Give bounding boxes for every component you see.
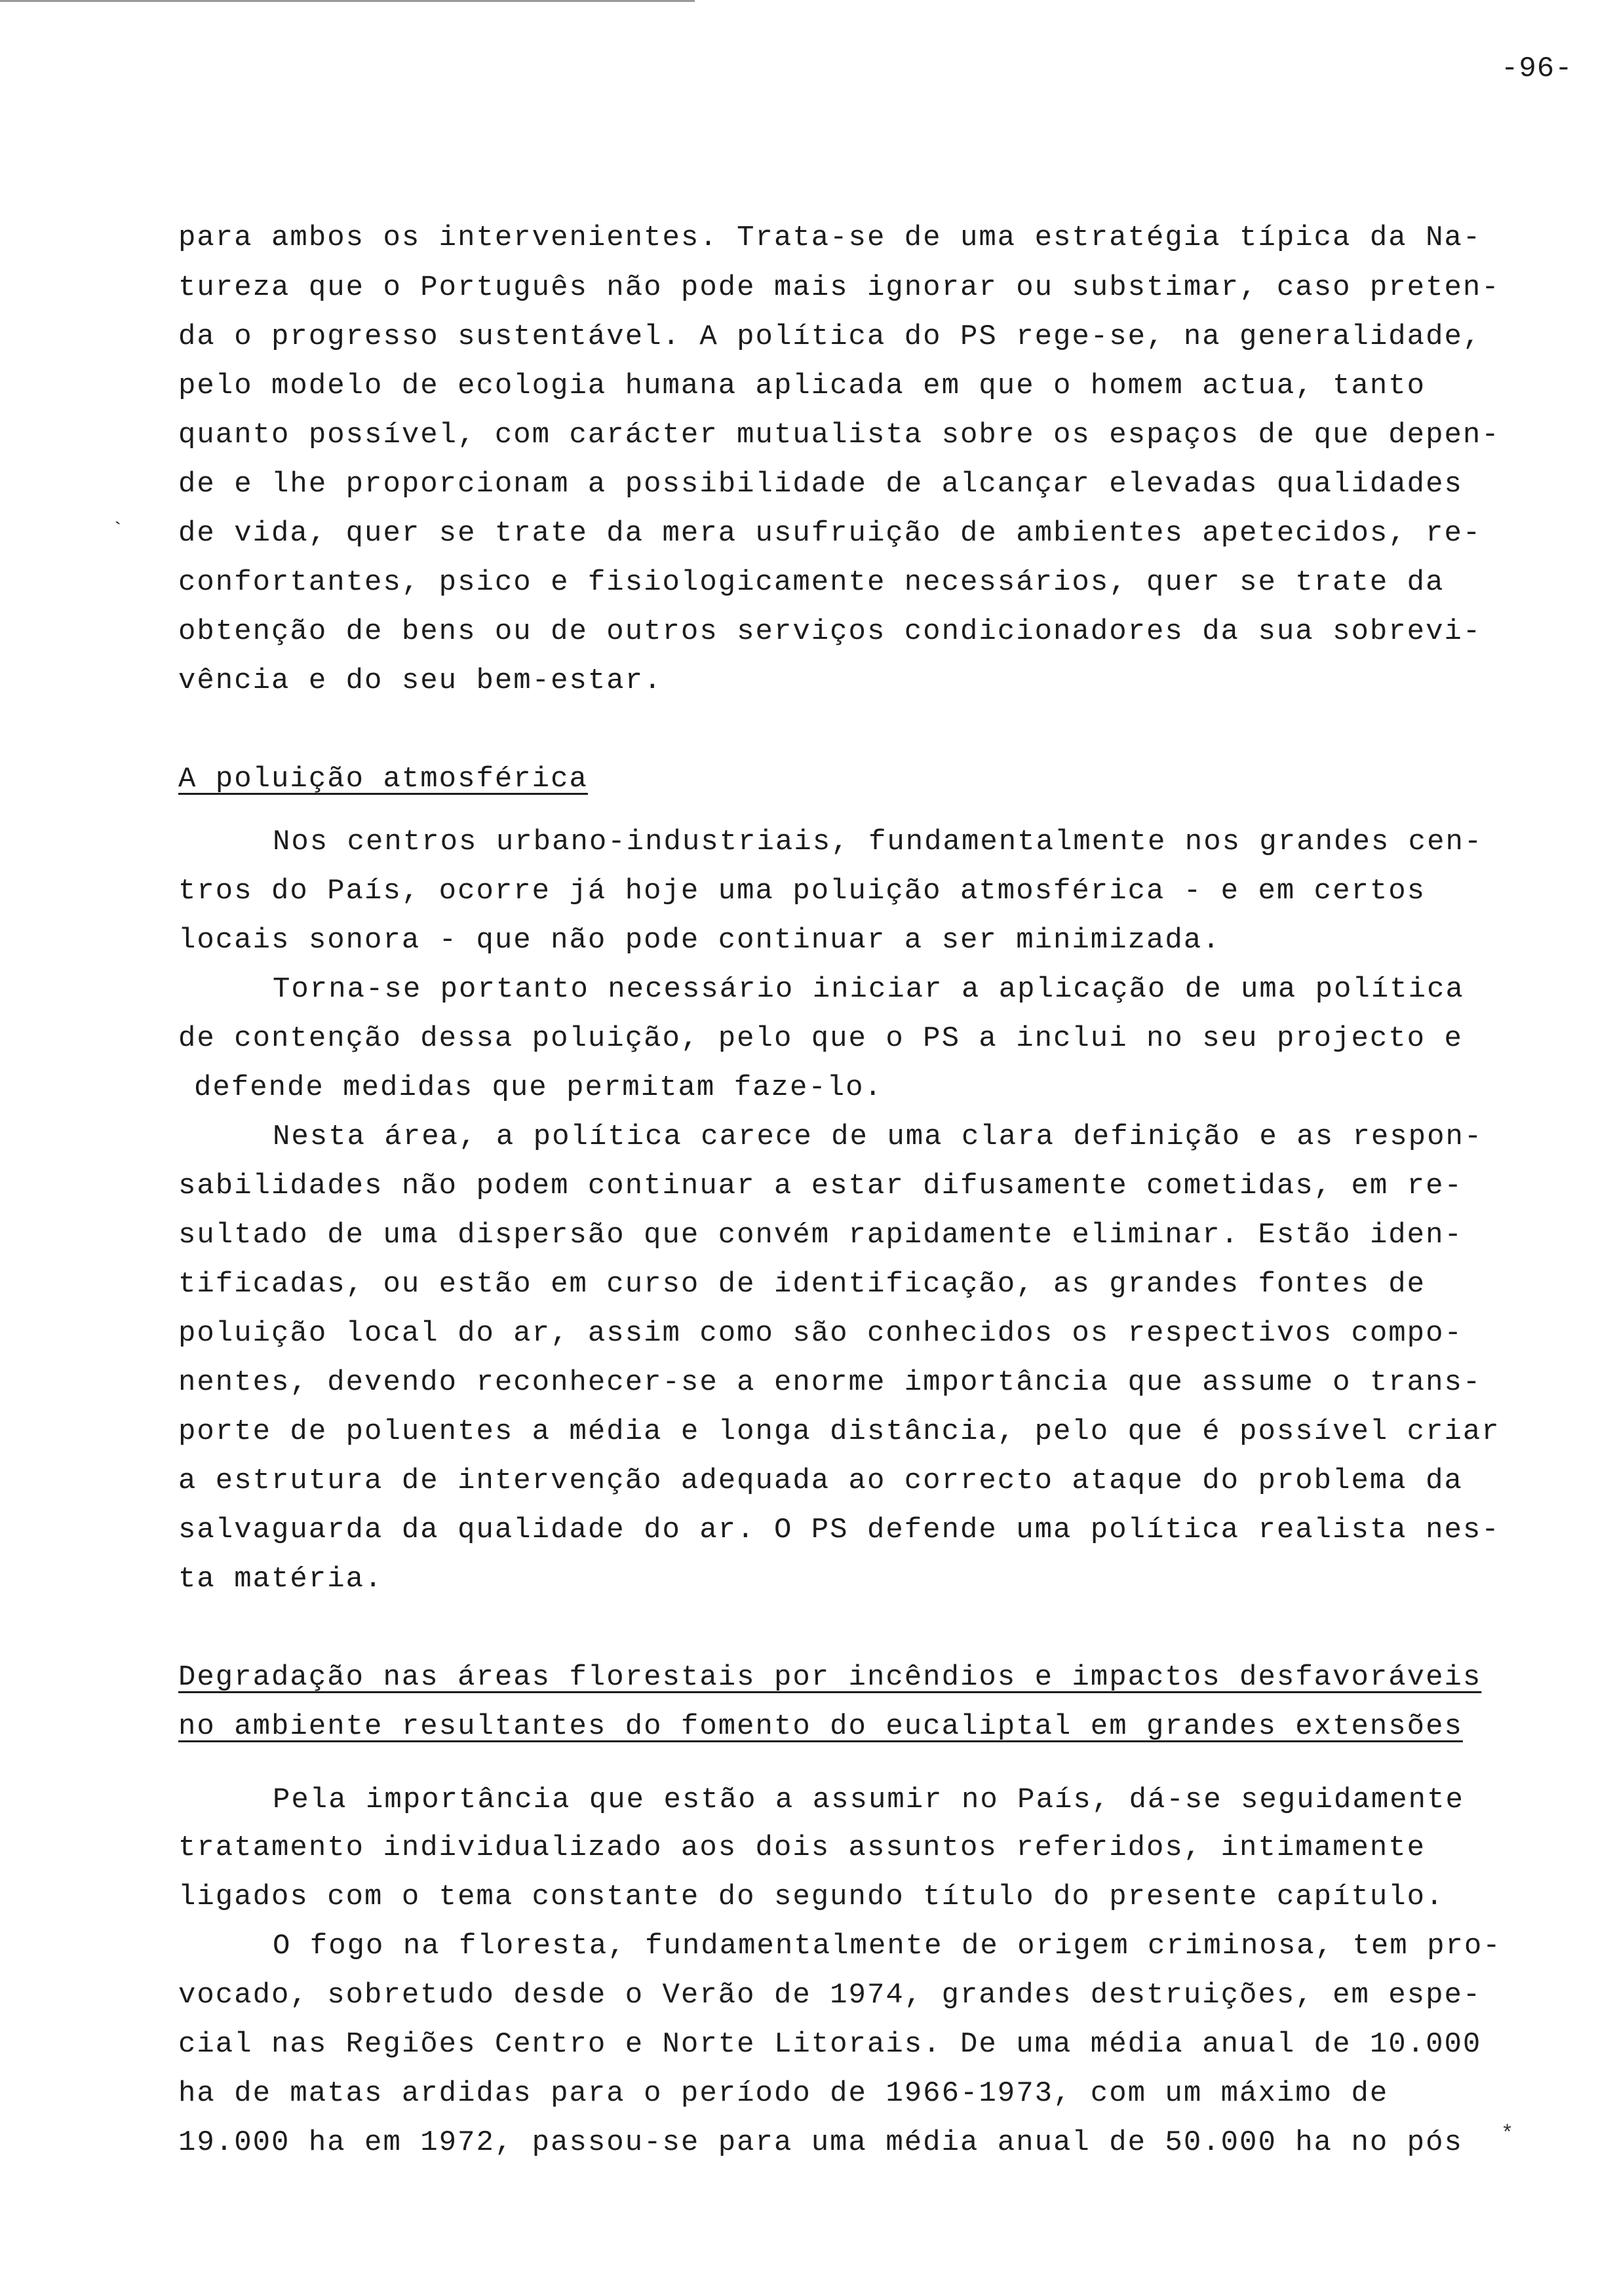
text-line: defende medidas que permitam faze-lo. [194,1071,883,1104]
text-line: poluição local do ar, assim como são conhecidos os respectivos compo- [178,1317,1463,1350]
text-line: Nos centros urbano-industriais, fundamentalmente nos grandes cen- [273,826,1483,858]
text-line: ta matéria. [178,1563,383,1596]
text-line: tratamento individualizado aos dois assuntos referidos, intimamente [178,1831,1426,1864]
text-line: Pela importância que estão a assumir no País, dá-se seguidamente [273,1784,1464,1816]
text-line: confortantes, psico e fisiologicamente necessários, quer se trate da [178,566,1445,599]
text-line: salvaguarda da qualidade do ar. O PS defende uma política realista nes- [178,1514,1500,1546]
page-number: -96- [1501,52,1573,85]
text-line: sultado de uma dispersão que convém rapidamente eliminar. Estão iden- [178,1219,1463,1252]
text-line: Torna-se portanto necessário iniciar a aplicação de uma política [273,973,1464,1006]
text-line: vocado, sobretudo desde o Verão de 1974, grandes destruições, em espe- [178,1979,1482,2012]
text-line: para ambos os intervenientes. Trata-se de uma estratégia típica da Na- [178,221,1482,254]
text-line: pelo modelo de ecologia humana aplicada em que o homem actua, tanto [178,370,1426,402]
text-line: quanto possível, com carácter mutualista sobre os espaços de que depen- [178,419,1500,451]
section-heading: A poluição atmosférica [178,763,588,795]
margin-mark: ` [111,519,125,543]
section-heading: Degradação nas áreas florestais por incêndios e impactos desfavoráveis [178,1661,1482,1694]
margin-mark: * [1501,2122,1514,2146]
text-line: da o progresso sustentável. A política do PS rege-se, na generalidade, [178,320,1482,353]
text-line: tureza que o Português não pode mais ignorar ou substimar, caso preten- [178,271,1500,304]
text-line: ha de matas ardidas para o período de 1966-1973, com um máximo de [178,2077,1389,2110]
text-line: sabilidades não podem continuar a estar difusamente cometidas, em re- [178,1170,1463,1202]
text-line: locais sonora - que não pode continuar a ser minimizada. [178,924,1221,957]
text-line: tificadas, ou estão em curso de identificação, as grandes fontes de [178,1268,1426,1301]
text-line: de e lhe proporcionam a possibilidade de alcançar elevadas qualidades [178,468,1463,501]
section-heading: no ambiente resultantes do fomento do eucaliptal em grandes extensões [178,1710,1463,1743]
text-line: ligados com o tema constante do segundo título do presente capítulo. [178,1881,1445,1913]
text-line: Nesta área, a política carece de uma clara definição e as respon- [273,1120,1483,1153]
text-line: tros do País, ocorre já hoje uma poluição atmosférica - e em certos [178,875,1426,908]
text-line: cial nas Regiões Centro e Norte Litorais. De uma média anual de 10.000 [178,2028,1482,2061]
top-scan-rule [0,0,695,2]
text-line: 19.000 ha em 1972, passou-se para uma média anual de 50.000 ha no pós [178,2126,1463,2159]
text-line: de vida, quer se trate da mera usufruição de ambientes apetecidos, re- [178,517,1482,550]
text-line: obtenção de bens ou de outros serviços condicionadores da sua sobrevi- [178,615,1482,648]
text-line: O fogo na floresta, fundamentalmente de origem criminosa, tem pro- [273,1930,1502,1962]
text-line: porte de poluentes a média e longa distância, pelo que é possível criar [178,1415,1500,1448]
text-line: de contenção dessa poluição, pelo que o PS a inclui no seu projecto e [178,1022,1463,1055]
text-line: a estrutura de intervenção adequada ao correcto ataque do problema da [178,1464,1463,1497]
text-line: nentes, devendo reconhecer-se a enorme importância que assume o trans- [178,1366,1482,1399]
text-line: vência e do seu bem-estar. [178,664,663,697]
